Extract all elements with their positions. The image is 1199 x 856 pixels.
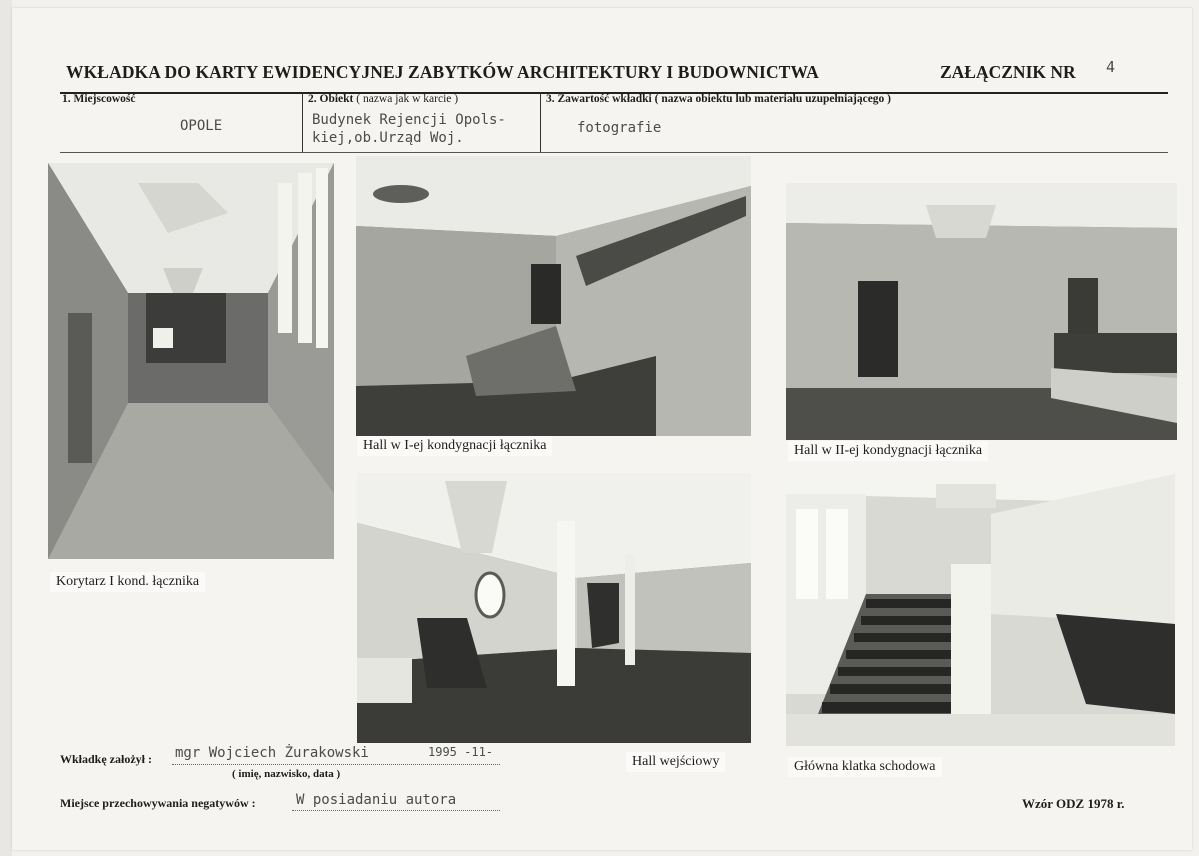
negatives-label: Miejsce przechowywania negatywów :	[60, 796, 256, 810]
form-title: WKŁADKA DO KARTY EWIDENCYJNEJ ZABYTKÓW ARCHITEKTURY I BUDOWNICTWA	[66, 62, 819, 82]
locality-label: 1. Miejscowość	[62, 93, 136, 105]
scan-edge	[0, 0, 12, 856]
photo-caption: Korytarz I kond. łącznika	[50, 572, 205, 592]
field-separator	[540, 93, 541, 153]
object-value-line1: Budynek Rejencji Opols-	[312, 112, 506, 128]
photo-corridor	[48, 163, 334, 559]
negatives-value: W posiadaniu autora	[296, 792, 457, 808]
photo-caption: Hall wejściowy	[626, 752, 725, 772]
photo-hall-second	[786, 183, 1177, 440]
photo-caption: Hall w I-ej kondygnacji łącznika	[357, 436, 552, 456]
content-label: 3. Zawartość wkładki ( nazwa obiektu lub materiału uzupełniającego )	[546, 93, 892, 105]
photo-caption: Hall w II-ej kondygnacji łącznika	[788, 441, 988, 461]
annex-number: 4	[1106, 58, 1116, 76]
fields-rule	[60, 152, 1168, 153]
founder-value: mgr Wojciech Żurakowski	[175, 745, 369, 761]
annex-label: ZAŁĄCZNIK NR	[940, 62, 1076, 82]
founder-label: Wkładkę założył :	[60, 752, 152, 766]
form-reference: Wzór ODZ 1978 r.	[1022, 796, 1125, 811]
content-value: fotografie	[577, 120, 662, 136]
negatives-dotline	[292, 810, 500, 811]
object-value-line2: kiej,ob.Urząd Woj.	[312, 130, 464, 146]
photo-caption: Główna klatka schodowa	[788, 757, 942, 777]
photo-hall-first	[356, 156, 751, 436]
photo-main-staircase	[786, 474, 1175, 746]
photo-entrance-hall	[357, 473, 751, 743]
founder-dotline	[172, 764, 500, 765]
founder-hint: ( imię, nazwisko, data )	[232, 768, 341, 780]
object-label: 2. Obiekt ( nazwa jak w karcie )	[308, 93, 459, 105]
field-separator	[302, 93, 303, 153]
locality-value: OPOLE	[180, 118, 223, 134]
founder-date: 1995 -11-	[428, 745, 494, 759]
